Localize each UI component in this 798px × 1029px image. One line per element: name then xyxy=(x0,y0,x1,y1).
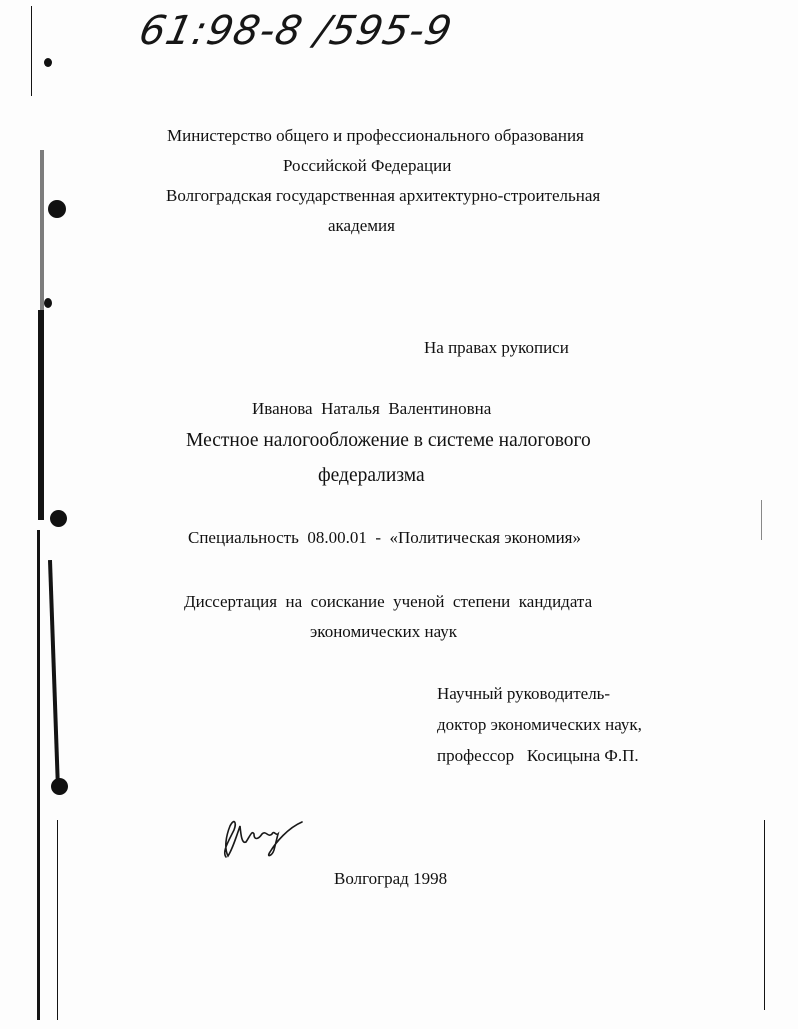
ink-dot-4 xyxy=(50,510,67,527)
dissertation-title-line-2: федерализма xyxy=(318,465,425,486)
place-and-year: Волгоград 1998 xyxy=(334,869,448,888)
ministry-line-2: Российской Федерации xyxy=(283,156,452,175)
specialty: Специальность 08.00.01 - «Политическая экономия» xyxy=(188,528,582,547)
dissertation-title-line-1: Местное налогообложение в системе налогового xyxy=(186,430,591,451)
institution-line-2: академия xyxy=(328,216,395,235)
ink-dot-3 xyxy=(44,298,52,308)
degree-line-2: экономических наук xyxy=(310,622,458,641)
degree-line-1: Диссертация на соискание ученой степени кандидата xyxy=(184,592,593,611)
catalog-number: 61:98-8 /595-9 xyxy=(135,8,457,54)
right-margin-line xyxy=(764,820,765,1010)
supervisor-line-3: профессор Косицына Ф.П. xyxy=(437,746,639,765)
institution-line-1: Волгоградская государственная архитектурно-строительная xyxy=(166,186,601,205)
right-margin-specks xyxy=(761,500,762,540)
author-name: Иванова Наталья Валентиновна xyxy=(252,399,492,418)
binding-line-5 xyxy=(48,560,60,790)
ink-dot-2 xyxy=(48,200,66,218)
signature-icon xyxy=(214,812,309,862)
supervisor-line-2: доктор экономических наук, xyxy=(437,715,642,734)
binding-line-6 xyxy=(57,820,58,1020)
binding-line-1 xyxy=(31,6,32,96)
ink-dot-5 xyxy=(51,778,68,795)
manuscript-note: На правах рукописи xyxy=(424,338,569,357)
binding-line-4 xyxy=(37,530,40,1020)
binding-line-3 xyxy=(38,310,44,520)
supervisor-line-1: Научный руководитель- xyxy=(437,684,611,703)
ink-dot-1 xyxy=(44,58,52,67)
ministry-line-1: Министерство общего и профессионального образования xyxy=(167,126,584,145)
